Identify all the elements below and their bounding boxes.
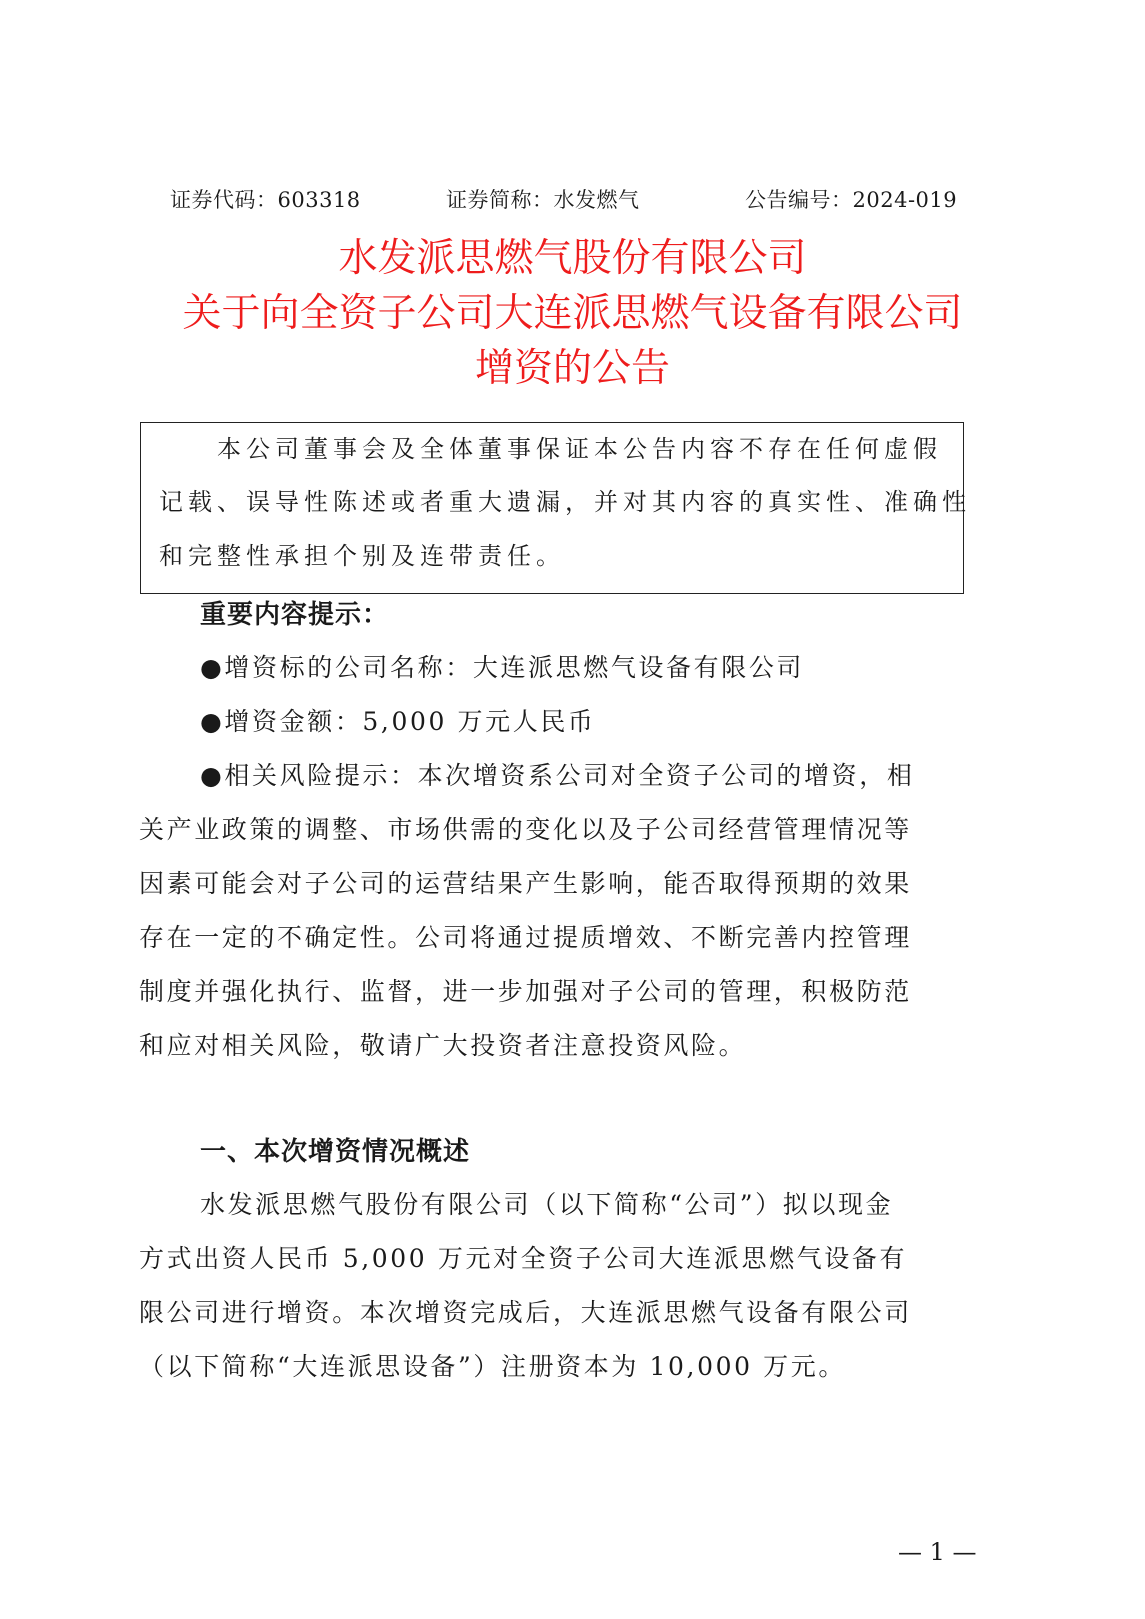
risk-line: 关产业政策的调整、市场供需的变化以及子公司经营管理情况等 <box>139 815 912 844</box>
disclaimer-box <box>140 422 971 594</box>
risk-line: 制度并强化执行、监督，进一步加强对子公司的管理，积极防范 <box>139 977 912 1006</box>
risk-line: ●相关风险提示：本次增资系公司对全资子公司的增资，相 <box>200 761 915 790</box>
highlight-item: ●增资金额：5,000 万元人民币 <box>200 707 596 736</box>
risk-line: 因素可能会对子公司的运营结果产生影响，能否取得预期的效果 <box>139 869 912 898</box>
page-number: — 1 — <box>898 1538 977 1566</box>
stock-code: 证券代码：603318 <box>170 188 361 212</box>
title-line-2: 关于向全资子公司大连派思燃气设备有限公司 <box>182 291 963 336</box>
disclaimer-line: 和完整性承担个别及连带责任。 <box>159 542 565 570</box>
stock-short-name: 证券简称：水发燃气 <box>446 188 640 212</box>
highlight-item: ●增资标的公司名称：大连派思燃气设备有限公司 <box>200 653 805 682</box>
body-line: （以下简称“大连派思设备”）注册资本为 10,000 万元。 <box>139 1352 846 1381</box>
risk-line: 和应对相关风险，敬请广大投资者注意投资风险。 <box>139 1031 747 1060</box>
section-heading: 一、本次增资情况概述 <box>200 1137 471 1167</box>
body-line: 水发派思燃气股份有限公司（以下简称“公司”）拟以现金 <box>200 1190 894 1219</box>
body-line: 限公司进行增资。本次增资完成后，大连派思燃气设备有限公司 <box>139 1298 912 1327</box>
highlights-heading: 重要内容提示： <box>200 600 390 630</box>
title-line-3: 增资的公告 <box>474 346 670 391</box>
announcement-number: 公告编号：2024-019 <box>745 188 958 212</box>
disclaimer-line: 本公司董事会及全体董事保证本公告内容不存在任何虚假 <box>217 435 942 463</box>
risk-line: 存在一定的不确定性。公司将通过提质增效、不断完善内控管理 <box>139 923 912 952</box>
body-line: 方式出资人民币 5,000 万元对全资子公司大连派思燃气设备有 <box>139 1244 908 1273</box>
disclaimer-line: 记载、误导性陈述或者重大遗漏，并对其内容的真实性、准确性 <box>159 488 971 516</box>
title-line-1: 水发派思燃气股份有限公司 <box>338 236 807 281</box>
